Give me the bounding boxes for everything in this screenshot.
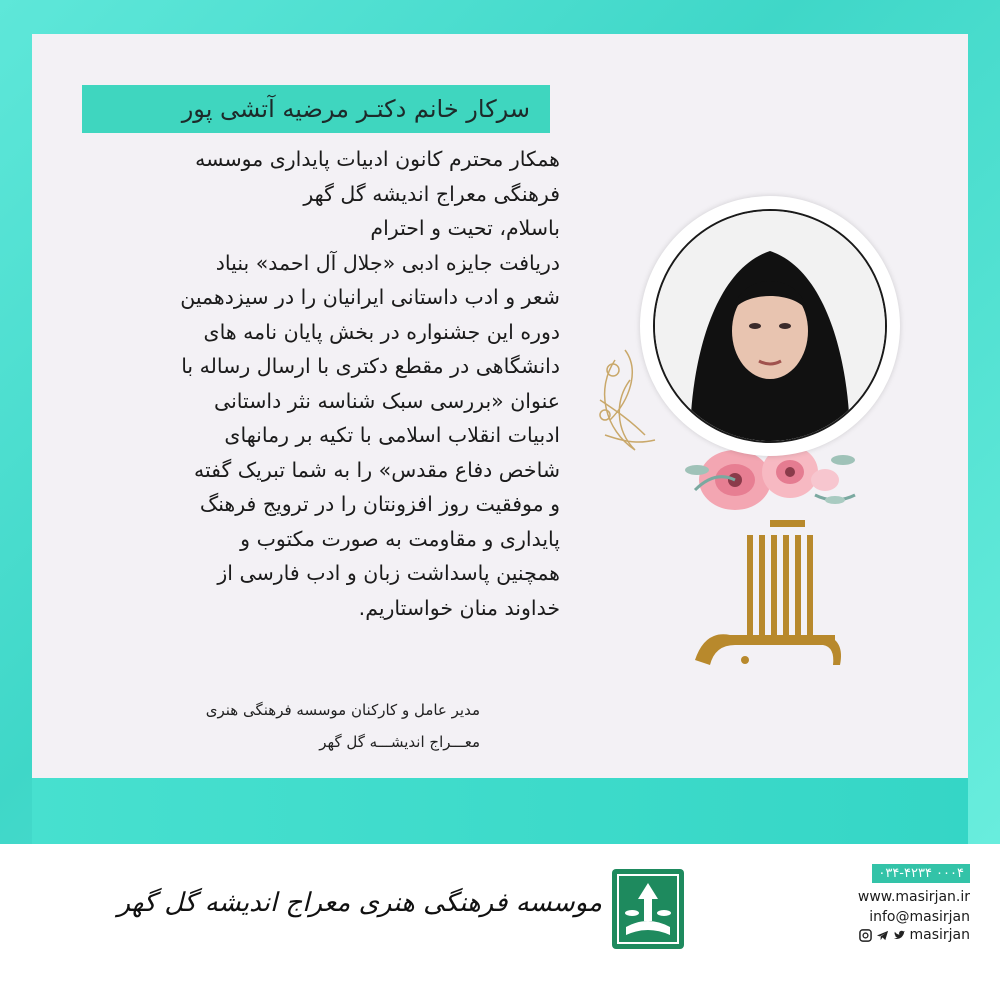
- telegram-icon[interactable]: [876, 929, 889, 942]
- social-handle[interactable]: masirjan: [909, 927, 970, 943]
- message-line: عنوان «بررسی سبک شناسه نثر داستانی: [214, 388, 560, 413]
- message-line: دوره این جشنواره در بخش پایان نامه های: [203, 319, 560, 344]
- recipient-title: سرکار خانم دکتـر مرضیه آتشی پور: [181, 95, 530, 123]
- jalal-calligraphy-logo: [685, 515, 850, 675]
- institute-name: موسسه فرهنگی هنری معراج اندیشه گل گهر: [117, 888, 602, 918]
- email-link[interactable]: info@masirjan: [869, 909, 970, 925]
- institute-logo: [612, 869, 684, 949]
- message-line: همچنین پاسداشت زبان و ادب فارسی از: [217, 561, 560, 585]
- message-line: همکار محترم کانون ادبیات پایداری موسسه: [195, 147, 560, 171]
- social-links: [814, 927, 970, 943]
- message-line: پایداری و مقاومت به صورت مکتوب و: [240, 526, 560, 551]
- message-line: و موفقیت روز افزونتان را در ترویج فرهنگ: [199, 492, 560, 516]
- message-line: ادبیات انقلاب اسلامی با تکیه بر رمانهای: [224, 423, 560, 447]
- congratulation-message: [80, 142, 560, 625]
- portrait-frame: [640, 196, 900, 456]
- recipient-title-bar: [82, 85, 550, 133]
- website-link[interactable]: www.masirjan.ir: [857, 889, 970, 905]
- bottom-accent-band: [32, 778, 968, 844]
- message-line: شاخص دفاع مقدس» را به شما تبریک گفته: [193, 457, 560, 482]
- portrait-photo: [653, 209, 887, 443]
- message-line: دریافت جایزه ادبی «جلال آل احمد» بنیاد: [215, 250, 560, 275]
- contact-info: [814, 862, 970, 943]
- portrait-illustration: [655, 211, 885, 441]
- message-line: فرهنگی معراج اندیشه گل گهر: [303, 181, 560, 206]
- message-line: دانشگاهی در مقطع دکتری با ارسال رساله با: [181, 354, 560, 378]
- message-line: شعر و ادب داستانی ایرانیان را در سیزدهمین: [180, 285, 560, 309]
- logo-emblem-icon: [612, 869, 684, 949]
- message-line: خداوند منان خواستاریم.: [358, 595, 560, 620]
- signature-line: معـــراج اندیشـــه گل گهر: [319, 733, 480, 751]
- signature-block: [150, 694, 480, 758]
- instagram-icon[interactable]: [859, 929, 872, 942]
- message-line: باسلام، تحیت و احترام: [370, 216, 560, 240]
- phone-number: ۰۳۴-۴۲۳۴ ۰۰۰۴: [872, 864, 970, 883]
- signature-line: مدیر عامل و کارکنان موسسه فرهنگی هنری: [205, 701, 480, 719]
- twitter-icon[interactable]: [893, 929, 906, 942]
